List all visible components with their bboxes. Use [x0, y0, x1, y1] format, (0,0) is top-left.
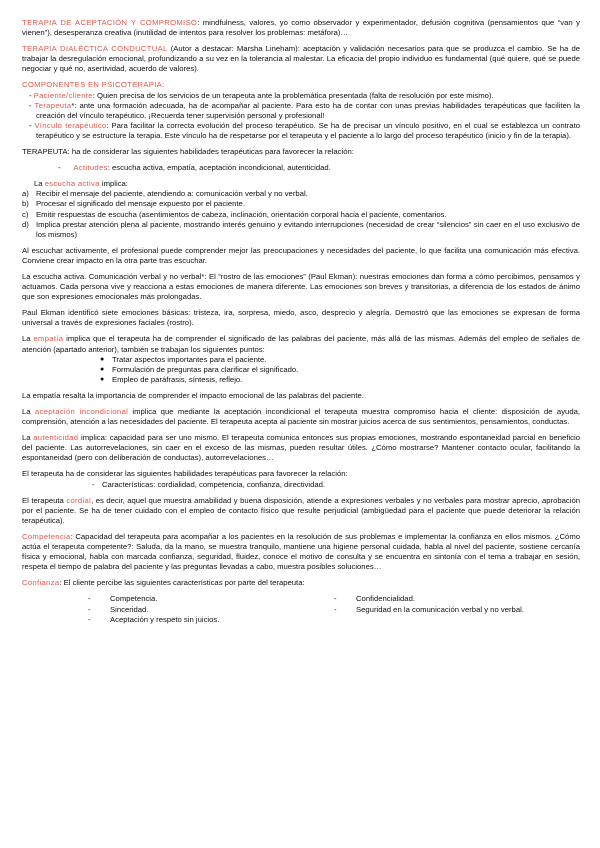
dbt-paragraph: [22, 44, 580, 74]
dash-mark: -: [334, 594, 337, 604]
escuchar-paragraph: Al escuchar activamente, el profesional puede comprender mejor las preocupaciones y necesidades del paciente, lo que facilita una comunicación más efectiva. Conviene crear impacto en la otra parte tras escuchar.: [22, 245, 580, 265]
list-item: [334, 594, 580, 604]
confianza-text: : El cliente percibe las siguientes características por parte del terapeuta:: [59, 578, 305, 588]
autenticidad-text: implica: capacidad para ser uno mismo. El terapeuta comunica entonces sus propias emociones, mostrando espontaneidad parcial en beneficio del paciente. Las autorrevelaciones, sin caer en el exceso de las mismas, pueden resultar útiles. ¿Cómo mostrarse? Mantener contacto ocular, facilitando la espontaneidad (pero con deliberación de conductas), autorrevelaciones…: [22, 433, 580, 463]
autenticidad-paragraph: [22, 433, 580, 463]
componente-text: : Quien precisa de los servicios de un terapeuta ante la problemática presentada (falta de resolución por este mismo).: [92, 90, 494, 100]
dbt-heading: TERAPIA DIALÉCTICA CONDUCTUAL: [22, 44, 168, 54]
dash-mark: -: [334, 604, 337, 614]
confianza-col-right: [334, 594, 580, 624]
list-item: [88, 605, 334, 615]
list-item: [334, 605, 580, 615]
dash-mark: -: [88, 614, 91, 624]
empatia-term: empatía: [33, 334, 64, 344]
list-item: [22, 199, 580, 209]
bullet-item: [100, 375, 580, 385]
bullet-text: Formulación de preguntas para clarificar el significado.: [112, 364, 299, 374]
list-item: [88, 594, 334, 604]
bullet-icon: ●: [100, 365, 105, 373]
confianza-paragraph: [22, 578, 580, 588]
list-text: Procesar el significado del mensaje expuesto por el paciente.: [36, 199, 245, 209]
list-text: Confidencialidad.: [356, 594, 415, 604]
empatia-paragraph: [22, 334, 580, 354]
aceptacion-text: implica que mediante la aceptación incondicional el terapeuta muestra compromiso hacia el cliente: disposición de ayuda, comprensión, atención a las necesidades del paciente. El terapeuta acepta al paciente sin mostrar juicios acerca de sus sentimientos, pensamientos, conductas.: [22, 407, 581, 427]
dbt-text: (Autor a destacar: Marsha Lineham): aceptación y validación necesarios para que se produzca el cambio. Se ha de trabajar la desregulación emocional, profundizando a su vez en la tolerancia al malestar. La eficacia del propio individuo es fundamental (qué quiere, qué se puede negociar y qué no, asertividad, acuerdo de valores).: [22, 44, 580, 74]
list-text: Recibir el mensaje del paciente, atendiendo a: comunicación verbal y no verbal.: [36, 189, 308, 199]
escucha-pre: La: [34, 179, 45, 189]
bullet-text: Empleo de paráfrasis, síntesis, reflejo.: [112, 374, 243, 384]
competencia-paragraph: [22, 532, 580, 572]
dash-mark: -: [92, 479, 95, 489]
bullet-item: [100, 365, 580, 375]
document-page: [22, 18, 580, 625]
terapeuta-intro: TERAPEUTA: ha de considerar las siguientes habilidades terapéuticas para favorecer la relación:: [22, 147, 354, 157]
confianza-term: Confianza: [22, 578, 60, 588]
componente-text: *: ante una formación adecuada, ha de acompañar al paciente. Para esto ha de contar con unas previas habilidades terapéuticas que faciliten la creación del vínculo terapéutico. ¡Recuerda tener supervisión personal y profesional!: [36, 100, 580, 120]
componente-term: Paciente/cliente: [33, 90, 93, 100]
componente-item: - Terapeuta*: ante una formación adecuada, ha de acompañar al paciente. Para esto ha de contar con unas previas habilidades terapéuticas que faciliten la creación del vínculo terapéutico. ¡Recuerda tener supervisión personal y profesional!: [29, 100, 580, 120]
list-label: a): [22, 189, 29, 199]
empatia-bullets: [22, 355, 580, 385]
confianza-section: [22, 578, 580, 624]
autenticidad-pre: La: [22, 433, 34, 443]
bullet-icon: ●: [100, 355, 105, 363]
componente-item: - Paciente/cliente: Quien precisa de los servicios de un terapeuta ante la problemática presentada (falta de resolución por este mismo).: [29, 90, 494, 100]
componentes-section: [22, 80, 580, 141]
list-item: [22, 210, 580, 220]
list-text: Competencia.: [110, 594, 158, 604]
empatia-text: implica que el terapeuta ha de comprender el significado de las palabras del paciente, más allá de las mismas. Además del empleo de señales de atención (apartado anterior), también se trabajan los siguientes puntos:: [22, 334, 581, 354]
habilidades-section: [22, 469, 580, 489]
list-item: [88, 615, 334, 625]
list-item: [22, 220, 580, 240]
comunicacion-paragraph: La escucha activa. Comunicación verbal y no verbal*: El “rostro de las emociones” (Paul Ekman): nuestras emociones dan forma a cómo percibimos, pensamos y actuamos. Cada persona vive y reacciona a estas emociones de manera diferente. Las emociones son breves y transitorias, a diferencia de los estados de ánimo que son expresiones emocionales más prolongadas.: [22, 271, 580, 302]
cordial-pre: El terapeuta: [22, 495, 67, 505]
empatia-resumen: La empatía resalta la importancia de comprender el impacto emocional de las palabras del paciente.: [22, 390, 364, 400]
escucha-post: implica:: [99, 179, 128, 189]
list-text: Seguridad en la comunicación verbal y no verbal.: [356, 604, 524, 614]
componentes-heading: COMPONENTES EN PSICOTERAPIA:: [22, 80, 165, 90]
dash-mark: -: [88, 594, 91, 604]
habilidades-intro: El terapeuta ha de considerar las siguientes habilidades terapéuticas para favorecer la relación:: [22, 469, 348, 479]
list-text: Sinceridad.: [110, 604, 149, 614]
actitudes-text: : escucha activa, empatía, aceptación incondicional, autenticidad.: [107, 163, 331, 173]
bullet-icon: ●: [100, 375, 105, 383]
act-heading: TERAPIA DE ACEPTACIÓN Y COMPROMISO: [22, 18, 198, 27]
act-paragraph: [22, 18, 580, 38]
empatia-pre: La: [22, 334, 34, 344]
act-text: : mindfulness, valores, yo como observador y experimentador, defusión cognitiva (pensamientos que “van y vienen”), desesperanza creativa (inutilidad de intentos para resolver los problemas: metáfora)…: [22, 18, 580, 38]
dash-mark: -: [88, 604, 91, 614]
componente-text: : Para facilitar la correcta evolución del proceso terapéutico. Se ha de precisar un vínculo positivo, en el cual se establezca un contrato terapéutico y se estructure la terapia. Este vínculo ha de respetarse por el terapeuta y el paciente a lo largo del proceso terapéutico (inicio y fin de la terapia).: [36, 120, 580, 140]
list-text: Emitir respuestas de escucha (asentimientos de cabeza, inclinación, orientación corporal hacia el paciente, comentarios.: [36, 209, 447, 219]
confianza-columns: [22, 594, 580, 624]
cordial-text: , es decir, aquel que muestra amabilidad y buena disposición, atiende a expresiones verbales y no verbales para mostrar aprecio, aprobación por el paciente. Se ha de tener cuidado con el empleo de contacto físico que resulte perjudicial (ambigüedad para el paciente que puede deteriorar la relación terapéutica).: [22, 495, 580, 525]
list-label: c): [22, 209, 29, 219]
empatia-section: [22, 334, 580, 384]
bullet-text: Tratar aspectos importantes para el paciente.: [112, 354, 267, 364]
escucha-section: [22, 179, 580, 240]
autenticidad-term: autenticidad: [33, 433, 79, 443]
escucha-term: escucha activa: [44, 179, 100, 189]
habilidades-item: [22, 480, 580, 490]
list-label: d): [22, 219, 29, 229]
competencia-term: Competencia: [22, 531, 71, 541]
componente-term: Terapeuta: [34, 100, 72, 110]
componente-item: - Vínculo terapéutico: Para facilitar la correcta evolución del proceso terapéutico. Se ha de precisar un vínculo positivo, en el cual se establezca un contrato terapéutico y se estructure la terapia. Este vínculo ha de respetarse por el terapeuta y el paciente a lo largo del proceso terapéutico (inicio y fin de la terapia).: [29, 120, 580, 140]
bullet-item: [100, 355, 580, 365]
actitudes-line: [22, 163, 580, 173]
cordial-paragraph: [22, 496, 580, 526]
list-text: Aceptación y respeto sin juicios.: [110, 614, 220, 624]
componente-term: Vínculo terapéutico: [34, 120, 107, 130]
cordial-term: cordial: [66, 495, 92, 505]
habilidades-text: Características: cordialidad, competencia, confianza, directividad.: [102, 479, 326, 489]
ekman-paragraph: Paul Ekman identificó siete emociones básicas: tristeza, ira, sorpresa, miedo, asco, desprecio y alegría. Demostró que las emociones se expresan de forma universal a través de expresiones faciales (rostro).: [22, 308, 580, 328]
confianza-col-left: [88, 594, 334, 624]
aceptacion-term: aceptación incondicional: [34, 407, 129, 416]
actitudes-term: Actitudes: [73, 163, 108, 173]
aceptacion-pre: La: [22, 407, 35, 416]
dash-mark: -: [58, 163, 61, 173]
escucha-intro: [22, 179, 580, 189]
competencia-text: : Capacidad del terapeuta para acompañar a los pacientes en la resolución de sus problemas e implementar la confianza en ellos mismos. ¿Cómo actúa el terapeuta competente?: Saluda, da la mano, se muestra tranquilo, mantiene una higiene personal cuidada, habla al nivel del paciente, sostiene cercanía física y emocional, habla con marcada confianza, seguridad, fluidez, conoce el motivo de consulta y se encuentra en sintonía con el tema a trabajar en sesión, respeta el tiempo de palabra del paciente y las preguntas llevadas a cabo, muestra posibles soluciones…: [22, 531, 580, 572]
list-text: Implica prestar atención plena al paciente, mostrando interés genuino y evitando interrupciones (necesidad de crear “silencios” sin caer en el uso exclusivo de los mismos): [36, 219, 580, 239]
list-item: [22, 189, 580, 199]
list-label: b): [22, 199, 29, 209]
aceptacion-paragraph: [22, 407, 580, 427]
